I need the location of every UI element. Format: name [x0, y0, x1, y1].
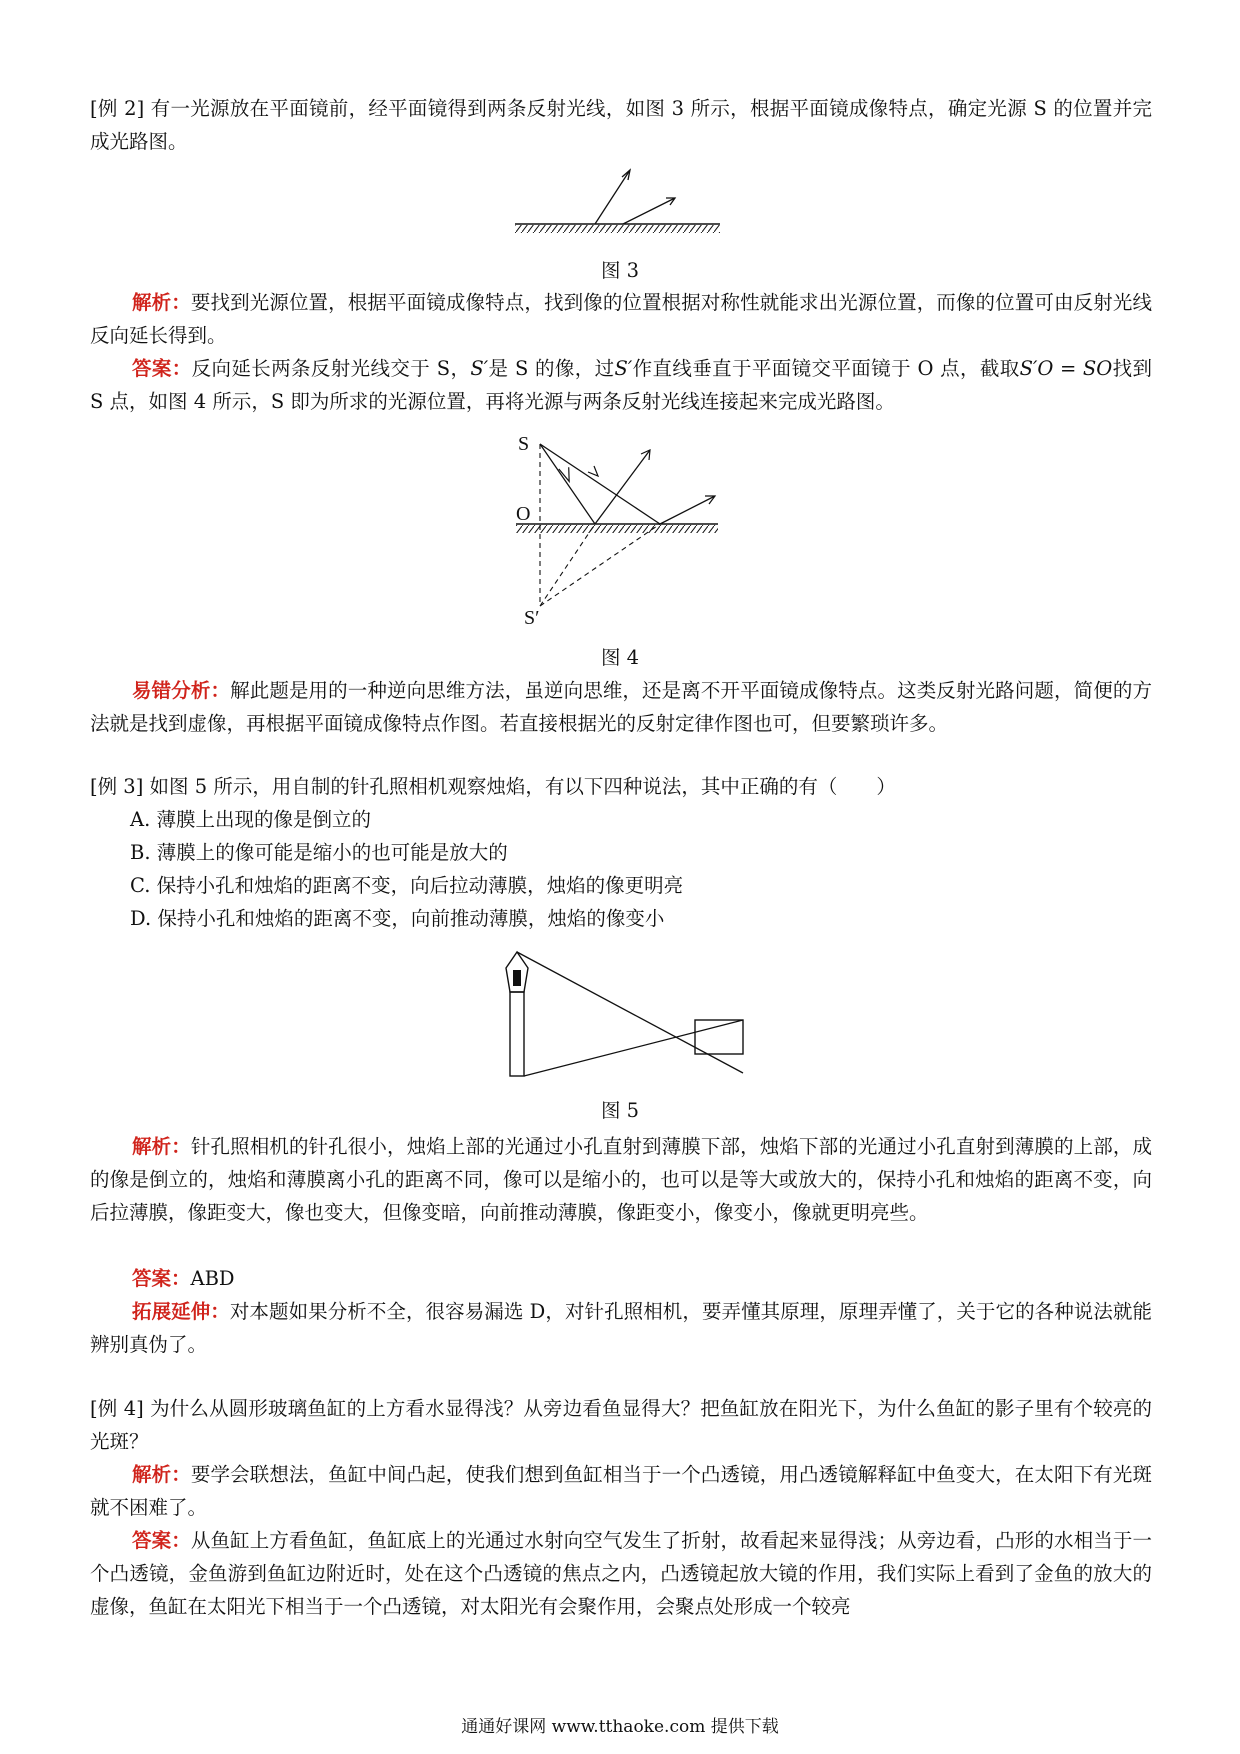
label-s: S	[518, 433, 530, 455]
reflected-ray-1	[595, 450, 650, 524]
option-b: B. 薄膜上的像可能是缩小的也可能是放大的	[130, 841, 508, 864]
reflected-ray-1	[595, 170, 630, 224]
ex2-analysis	[90, 286, 1152, 352]
figure-3	[450, 160, 750, 235]
mirror-hatch	[516, 525, 718, 533]
error-label: 易错分析：	[132, 679, 231, 702]
pinhole-camera-box	[695, 1020, 743, 1054]
label-o: O	[516, 503, 531, 525]
analysis-text: 针孔照相机的针孔很小，烛焰上部的光通过小孔直射到薄膜下部，烛焰下部的光通过小孔直射到薄膜的上部，成的像是倒立的，烛焰和薄膜离小孔的距离不同，像可以是缩小的，也可以是等大或放大的，保持小孔和烛焰的距离不变，向后拉薄膜，像距变大，像也变大，但像变暗，向前推动薄膜，像距变小，像变小，像就更明亮些。	[90, 1135, 1152, 1224]
figure-3-caption: 图 3	[600, 259, 640, 282]
analysis-label: 解析：	[132, 1463, 191, 1486]
mirror-hatch	[515, 225, 720, 233]
figure-4	[510, 430, 750, 630]
answer-label: 答案：	[132, 1267, 191, 1290]
answer-label: 答案：	[132, 1529, 191, 1552]
ex3-analysis	[90, 1130, 1152, 1229]
answer-text-c: 作直线垂直于平面镜交平面镜于 O 点，截取	[632, 357, 1020, 380]
error-text: 解此题是用的一种逆向思维方法，虽逆向思维，还是离不开平面镜成像特点。这类反射光路问题，简便的方法就是找到虚像，再根据平面镜成像特点作图。若直接根据光的反射定律作图也可，但要繁琐许多。	[90, 679, 1152, 735]
extension-dashed-1	[540, 524, 595, 606]
ex4-analysis	[90, 1458, 1152, 1524]
answer-label: 答案：	[132, 357, 192, 380]
figure-4-caption: 图 4	[600, 646, 640, 669]
analysis-text: 要学会联想法，鱼缸中间凸起，使我们想到鱼缸相当于一个凸透镜，用凸透镜解释缸中鱼变大，在太阳下有光斑就不困难了。	[90, 1463, 1152, 1519]
option-d: D. 保持小孔和烛焰的距离不变，向前推动薄膜，烛焰的像变小	[130, 907, 665, 930]
ray-top	[517, 952, 743, 1073]
ex2-question: [例 2] 有一光源放在平面镜前，经平面镜得到两条反射光线，如图 3 所示，根据平面镜成像特点，确定光源 S 的位置并完成光路图。	[90, 97, 1152, 153]
reflected-ray-2	[660, 496, 715, 524]
analysis-label: 解析：	[132, 1135, 191, 1158]
answer-text-b: 是 S 的像，过	[488, 357, 615, 380]
ray-bottom	[524, 1020, 743, 1076]
analysis-label: 解析：	[132, 291, 191, 314]
answer-text: ABD	[190, 1267, 235, 1290]
label-s-prime: S′	[524, 607, 540, 629]
extension-dashed-2	[540, 524, 660, 606]
answer-text: 从鱼缸上方看鱼缸，鱼缸底上的光通过水射向空气发生了折射，故看起来显得浅；从旁边看，凸形的水相当于一个凸透镜，金鱼游到鱼缸边附近时，处在这个凸透镜的焦点之内，凸透镜起放大镜的作用，我们实际上看到了金鱼的放大的虚像，鱼缸在太阳光下相当于一个凸透镜，对太阳光有会聚作用，会聚点处形成一个较亮	[90, 1529, 1152, 1618]
answer-text-d: 找到 S 点，如图 4 所示，S 即为所求的光源位置，再将光源与两条反射光线连接起来完成光路图。	[90, 357, 1152, 413]
ex3-question: [例 3] 如图 5 所示，用自制的针孔照相机观察烛焰，有以下四种说法，其中正确的有（ ）	[90, 775, 896, 798]
answer-sprime-1: S′	[470, 357, 489, 380]
ex2-error-analysis	[90, 674, 1152, 740]
ex3-answer	[90, 1262, 1152, 1295]
candle-body	[510, 992, 524, 1076]
option-c: C. 保持小孔和烛焰的距离不变，向后拉动薄膜，烛焰的像更明亮	[130, 874, 684, 897]
figure-5	[500, 948, 760, 1088]
reflected-ray-2	[623, 198, 675, 224]
answer-text-a: 反向延长两条反射光线交于 S，	[191, 357, 471, 380]
ex4-question: [例 4] 为什么从圆形玻璃鱼缸的上方看水显得浅？从旁边看鱼显得大？把鱼缸放在阳光下，为什么鱼缸的影子里有个较亮的光斑？	[90, 1397, 1152, 1453]
ex4-answer	[90, 1524, 1152, 1623]
option-a: A. 薄膜上出现的像是倒立的	[130, 808, 371, 831]
analysis-text: 要找到光源位置，根据平面镜成像特点，找到像的位置根据对称性就能求出光源位置，而像的位置可由反射光线反向延长得到。	[90, 291, 1152, 347]
answer-equation: S′O = SO	[1019, 357, 1113, 380]
page-footer: 通通好课网 www.tthaoke.com 提供下载	[461, 1717, 779, 1737]
figure-5-caption: 图 5	[600, 1099, 640, 1122]
incident-ray-1	[540, 444, 595, 524]
extension-text: 对本题如果分析不全，很容易漏选 D，对针孔照相机，要弄懂其原理，原理弄懂了，关于它的各种说法就能辨别真伪了。	[90, 1300, 1152, 1356]
ex2-answer	[90, 352, 1152, 418]
answer-sprime-2: S′	[614, 357, 633, 380]
extension-label: 拓展延伸：	[132, 1300, 230, 1323]
incident-ray-2	[540, 444, 660, 524]
candle-wick	[513, 970, 521, 986]
ex3-extension	[90, 1295, 1152, 1361]
